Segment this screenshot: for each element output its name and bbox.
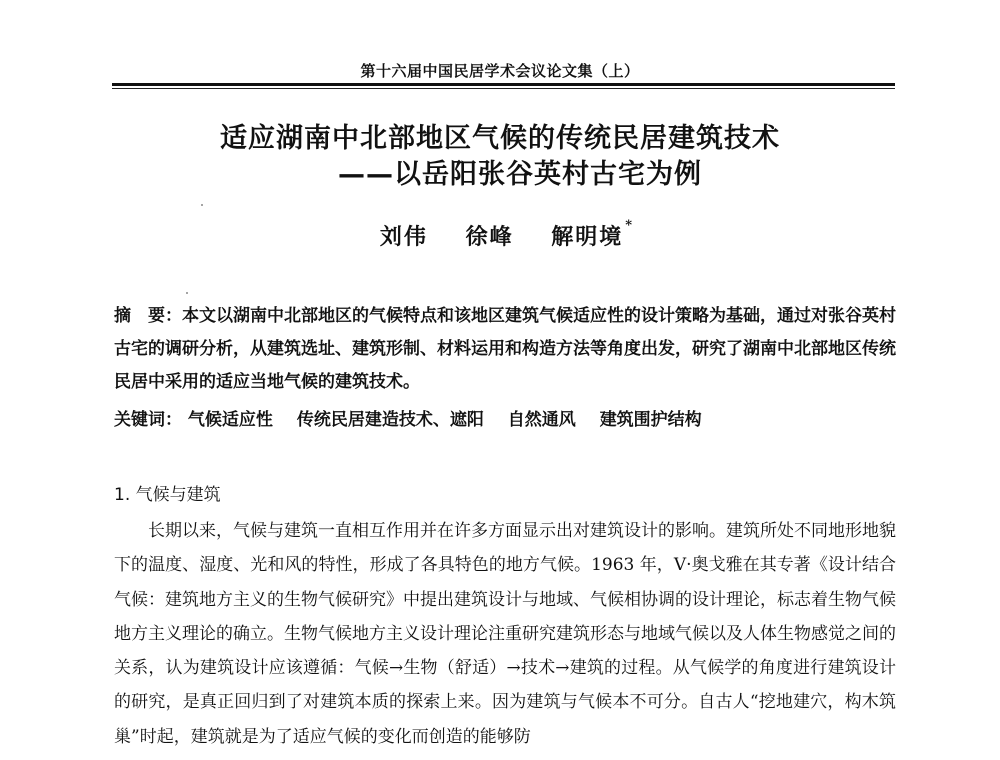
author-name: 徐峰 (465, 224, 514, 250)
abstract (114, 300, 896, 399)
author-name: 解明境 (551, 224, 624, 250)
header-rule-thick (112, 83, 895, 86)
keyword: 传统民居建造技术、遮阳 (296, 410, 484, 430)
abstract-text: 本文以湖南中北部地区的气候特点和该地区建筑气候适应性的设计策略为基础，通过对张谷英村古宅的调研分析，从建筑选址、建筑形制、材料运用和构造方法等角度出发，研究了湖南中北部地区传统民居中采用的适应当地气候的建筑技术。 (114, 306, 896, 392)
keyword: 气候适应性 (187, 410, 273, 430)
keyword: 建筑围护结构 (599, 410, 702, 430)
paper-title: 适应湖南中北部地区气候的传统民居建筑技术 (220, 123, 780, 154)
author-list (0, 220, 1000, 251)
header-rule-thin (112, 88, 895, 89)
author-footnote-mark: * (625, 218, 635, 233)
running-header: 第十六届中国民居学术会议论文集（上） (360, 62, 640, 80)
paper-subtitle: ——以岳阳张谷英村古宅为例 (338, 159, 702, 190)
abstract-label: 摘 要： (114, 306, 182, 326)
keywords-label: 关键词： (114, 410, 182, 430)
section-heading: 1. 气候与建筑 (114, 485, 221, 505)
author-name: 刘伟 (379, 224, 428, 250)
speck (186, 292, 188, 294)
keyword: 自然通风 (507, 410, 576, 430)
body-paragraph: 长期以来，气候与建筑一直相互作用并在许多方面显示出对建筑设计的影响。建筑所处不同地形地貌下的温度、湿度、光和风的特性，形成了各具特色的地方气候。1963 年，V·奥戈雅在其专著《设计结合气候：建筑地方主义的生物气候研究》中提出建筑设计与地域、气候相协调的设计理论，标志着生物气候地方主义理论的确立。生物气候地方主义设计理论注重研究建筑形态与地域气候以及人体生物感觉之间的关系，认为建筑设计应该遵循：气候→生物（舒适）→技术→建筑的过程。从气候学的角度进行建筑设计的研究，是真正回归到了对建筑本质的探索上来。因为建筑与气候本不可分。自古人“挖地建穴，构木筑巢”时起，建筑就是为了适应气候的变化而创造的能够防 (114, 521, 896, 747)
keywords (114, 405, 896, 430)
speck (201, 204, 203, 206)
